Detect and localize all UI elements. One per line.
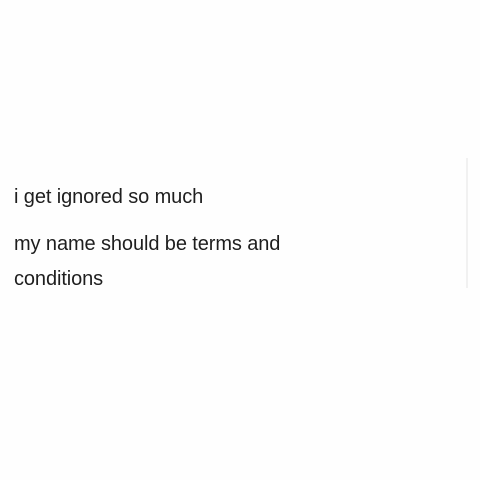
post-line-2: my name should be terms and: [14, 233, 281, 255]
divider-edge: [466, 158, 468, 288]
post-line-1: i get ignored so much: [14, 186, 204, 208]
post-line-3: conditions: [14, 268, 104, 290]
